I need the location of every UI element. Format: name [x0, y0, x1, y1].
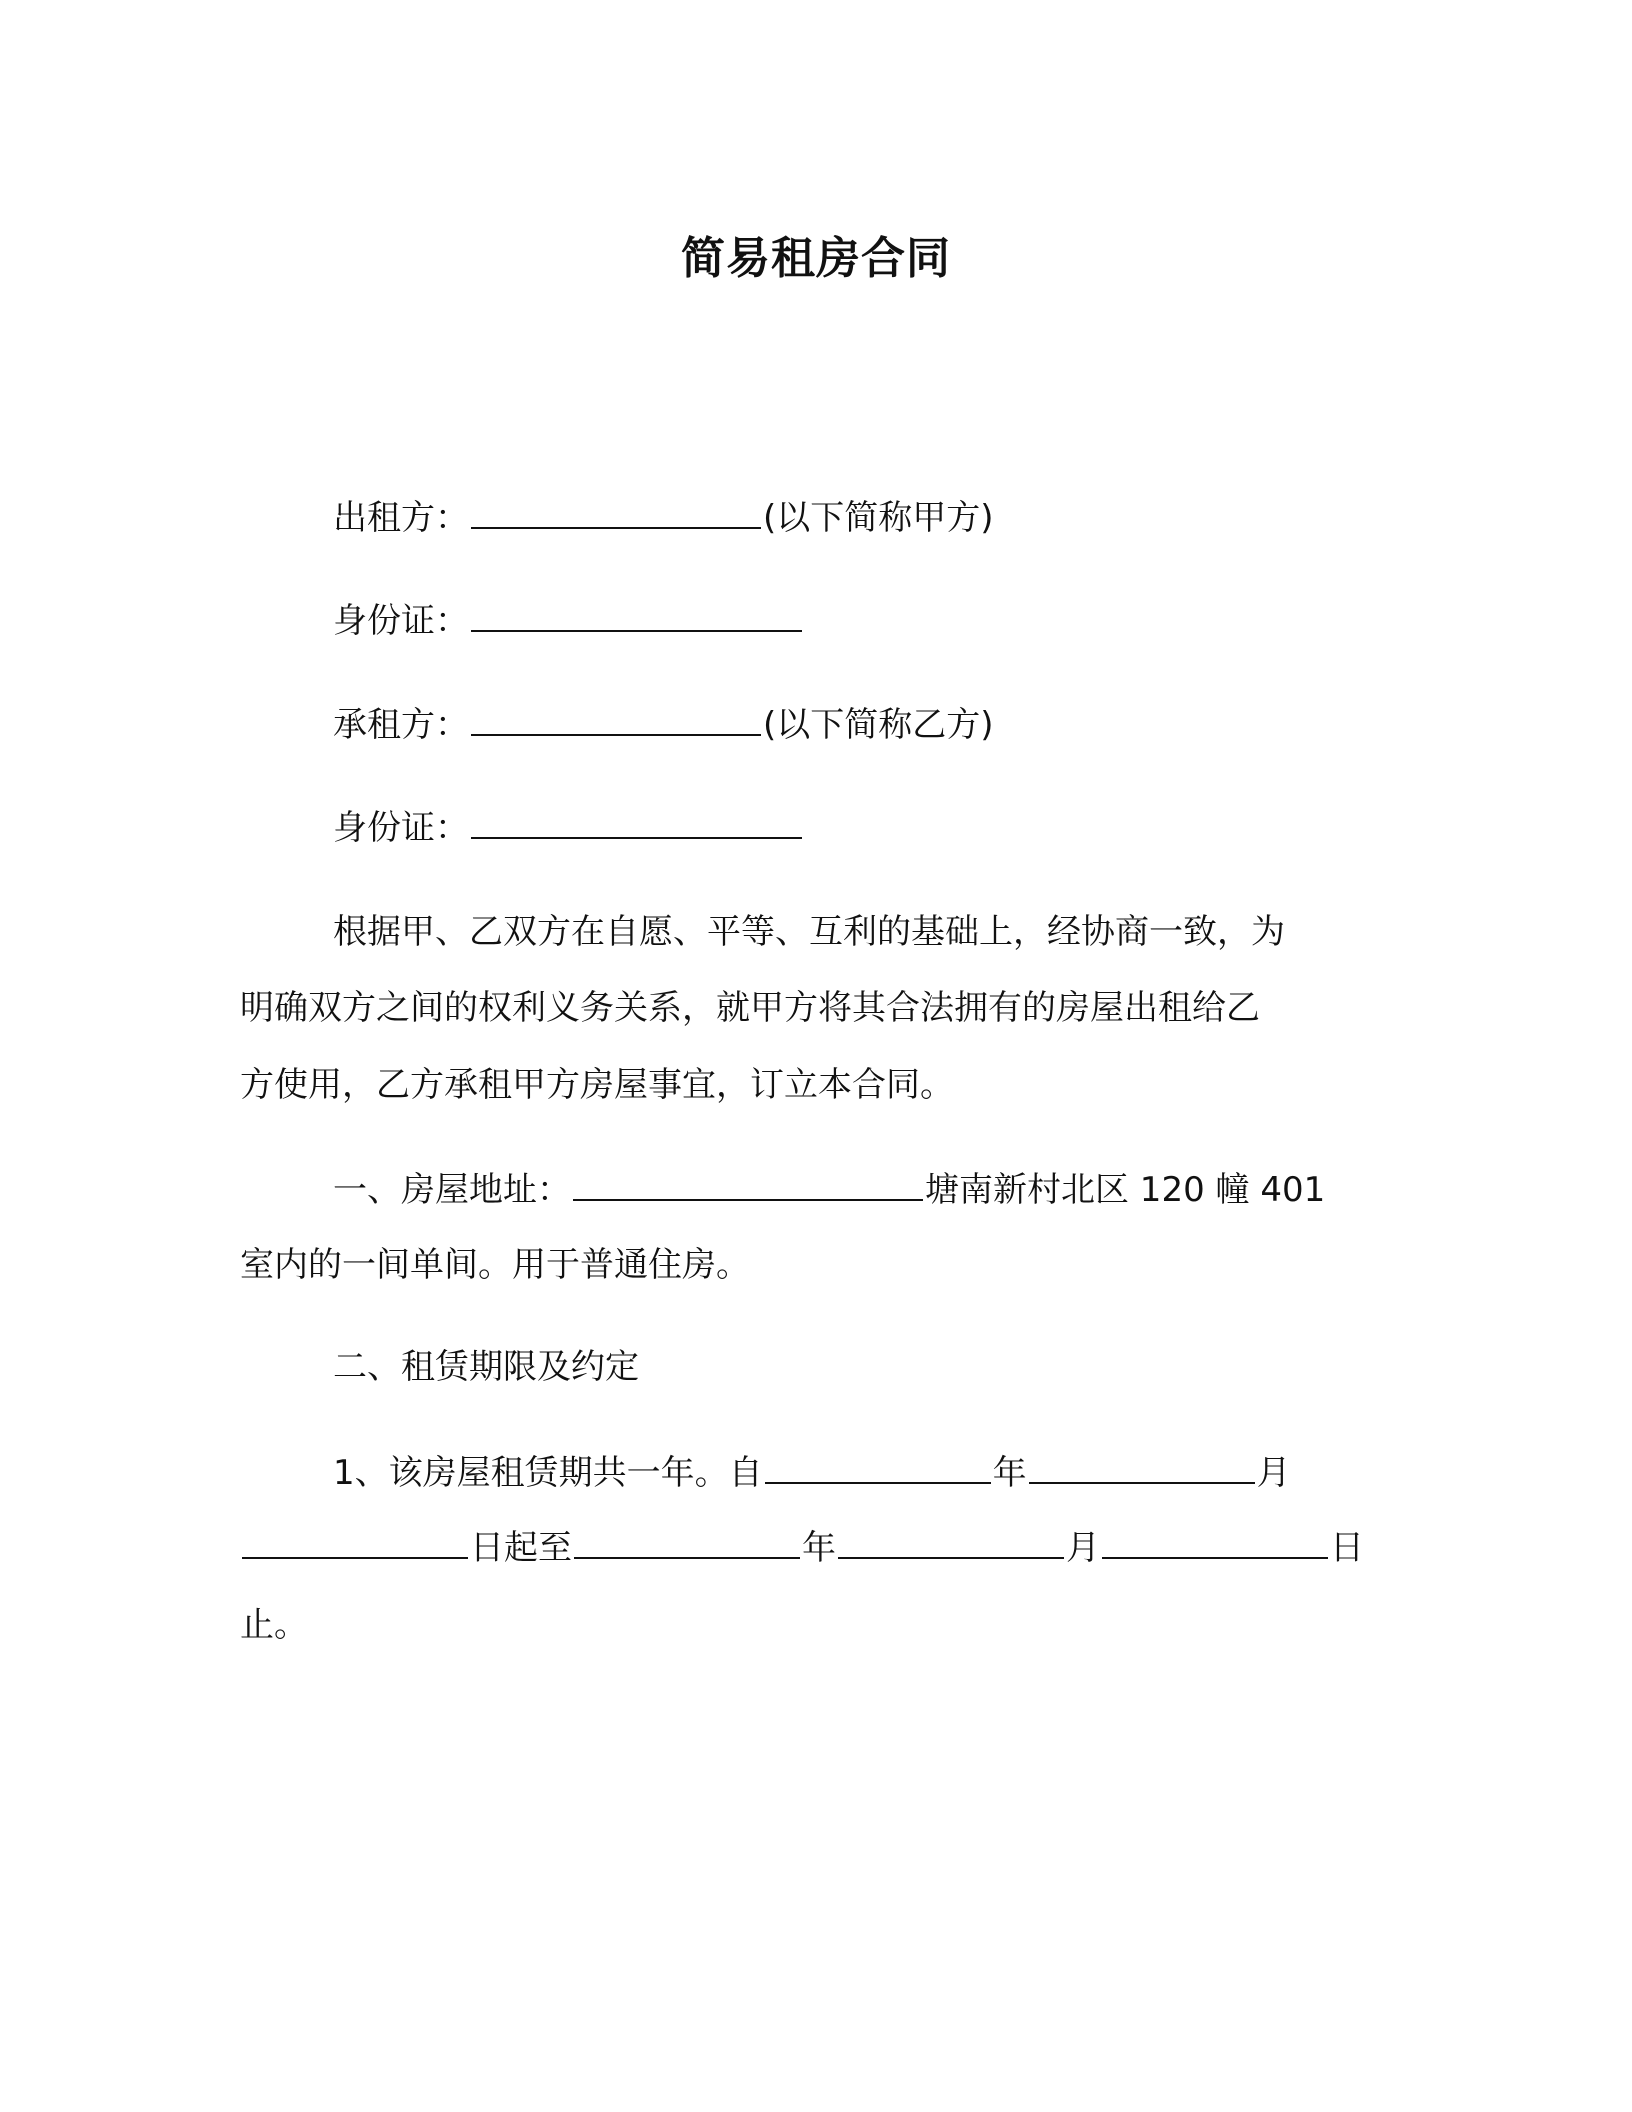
start-year-blank[interactable] [765, 1452, 991, 1484]
preamble-line: 根据甲、乙双方在自愿、平等、互利的基础上，经协商一致，为 [333, 912, 1285, 952]
start-month-blank[interactable] [1029, 1452, 1255, 1484]
lessee-label: 承租方： [333, 705, 469, 745]
term-intro: 1、该房屋租赁期共一年。自 [333, 1453, 763, 1493]
address-text: 塘南新村北区 120 幢 401 [925, 1170, 1326, 1210]
term-line-1 [333, 1451, 1291, 1495]
year-label: 年 [992, 1453, 1027, 1493]
lessee-blank[interactable] [471, 704, 761, 736]
lessor-id-line [333, 599, 804, 643]
preamble-line: 明确双方之间的权利义务关系，就甲方将其合法拥有的房屋出租给乙 [240, 988, 1260, 1028]
address-line [333, 1168, 1325, 1212]
term-line-2 [240, 1526, 1364, 1570]
end-month-blank[interactable] [838, 1527, 1064, 1559]
month-label: 月 [1066, 1528, 1100, 1568]
id-label: 身份证： [333, 601, 469, 641]
month-label: 月 [1256, 1453, 1291, 1493]
lessee-line [333, 703, 994, 747]
term-line-3: 止。 [240, 1605, 308, 1645]
section-heading: 二、租赁期限及约定 [333, 1347, 639, 1387]
lessor-id-blank[interactable] [471, 600, 802, 632]
address-line-2: 室内的一间单间。用于普通住房。 [240, 1245, 750, 1285]
end-day-blank[interactable] [1102, 1527, 1328, 1559]
document-title: 简易租房合同 [681, 233, 951, 284]
lessee-suffix: (以下简称乙方) [763, 705, 994, 745]
year-label: 年 [802, 1528, 836, 1568]
start-day-blank[interactable] [242, 1527, 468, 1559]
lessor-suffix: (以下简称甲方) [763, 498, 994, 538]
lessee-id-blank[interactable] [471, 807, 802, 839]
lessor-blank[interactable] [471, 497, 761, 529]
day-from-label: 日起至 [470, 1528, 572, 1568]
end-year-blank[interactable] [574, 1527, 800, 1559]
id-label: 身份证： [333, 808, 469, 848]
lessor-label: 出租方： [333, 498, 469, 538]
lessee-id-line [333, 806, 804, 850]
lessor-line [333, 496, 994, 540]
address-label: 一、房屋地址： [333, 1170, 571, 1210]
day-label: 日 [1330, 1528, 1364, 1568]
preamble-line: 方使用，乙方承租甲方房屋事宜，订立本合同。 [240, 1065, 954, 1105]
address-blank[interactable] [573, 1169, 923, 1201]
